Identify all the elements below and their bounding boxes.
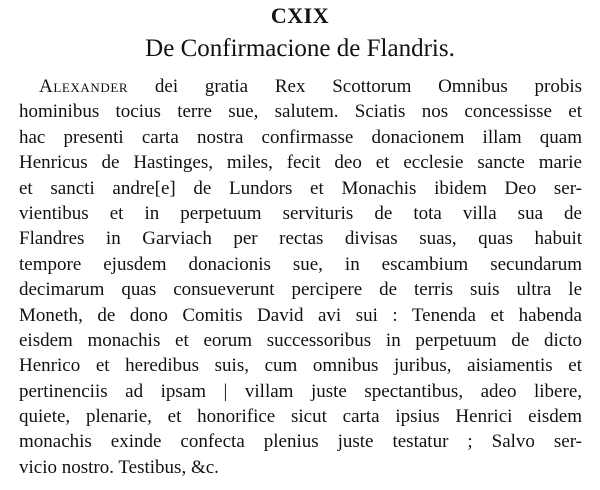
text-line: monachis exinde confecta plenius juste testatur ; Salvo ser- <box>19 431 582 453</box>
charter-text <box>19 74 582 480</box>
text-line: pertinenciis ad ipsam | villam juste spectantibus, adeo libere, <box>19 380 582 402</box>
text-line-content: dei gratia Rex Scottorum Omnibus probis <box>128 76 582 97</box>
text-line: decimarum quas consueverunt percipere de terris suis ultra le <box>19 279 582 301</box>
text-line: hominibus tocius terre sue, salutem. Sciatis nos concessisse et <box>19 101 582 123</box>
text-line: Flandres in Garviach per rectas divisas suas, quas habuit <box>19 228 582 250</box>
text-line: vicio nostro. Testibus, &c. <box>19 456 219 478</box>
text-line: hac presenti carta nostra confirmasse donacionem illam quam <box>19 126 582 148</box>
text-line <box>19 74 582 99</box>
charter-title: De Confirmacione de Flandris. <box>145 35 455 62</box>
text-line: tempore ejusdem donacionis sue, in escambium secundarum <box>19 253 582 275</box>
text-line: Henricus de Hastinges, miles, fecit deo et ecclesie sancte marie <box>19 152 582 174</box>
text-line: vientibus et in perpetuum servituris de tota villa sua de <box>19 202 582 224</box>
opening-name: Alexander <box>39 76 129 97</box>
text-line: Moneth, de dono Comitis David avi sui : Tenenda et habenda <box>19 304 582 326</box>
text-line: quiete, plenarie, et honorifice sicut carta ipsius Henrici eisdem <box>19 406 582 428</box>
chapter-number: CXIX <box>270 3 330 28</box>
text-line: Henrico et heredibus suis, cum omnibus juribus, aisiamentis et <box>19 355 582 377</box>
text-line: et sancti andre[e] de Lundors et Monachis ibidem Deo ser- <box>19 177 582 199</box>
text-line: eisdem monachis et eorum successoribus in perpetuum de dicto <box>19 329 582 351</box>
